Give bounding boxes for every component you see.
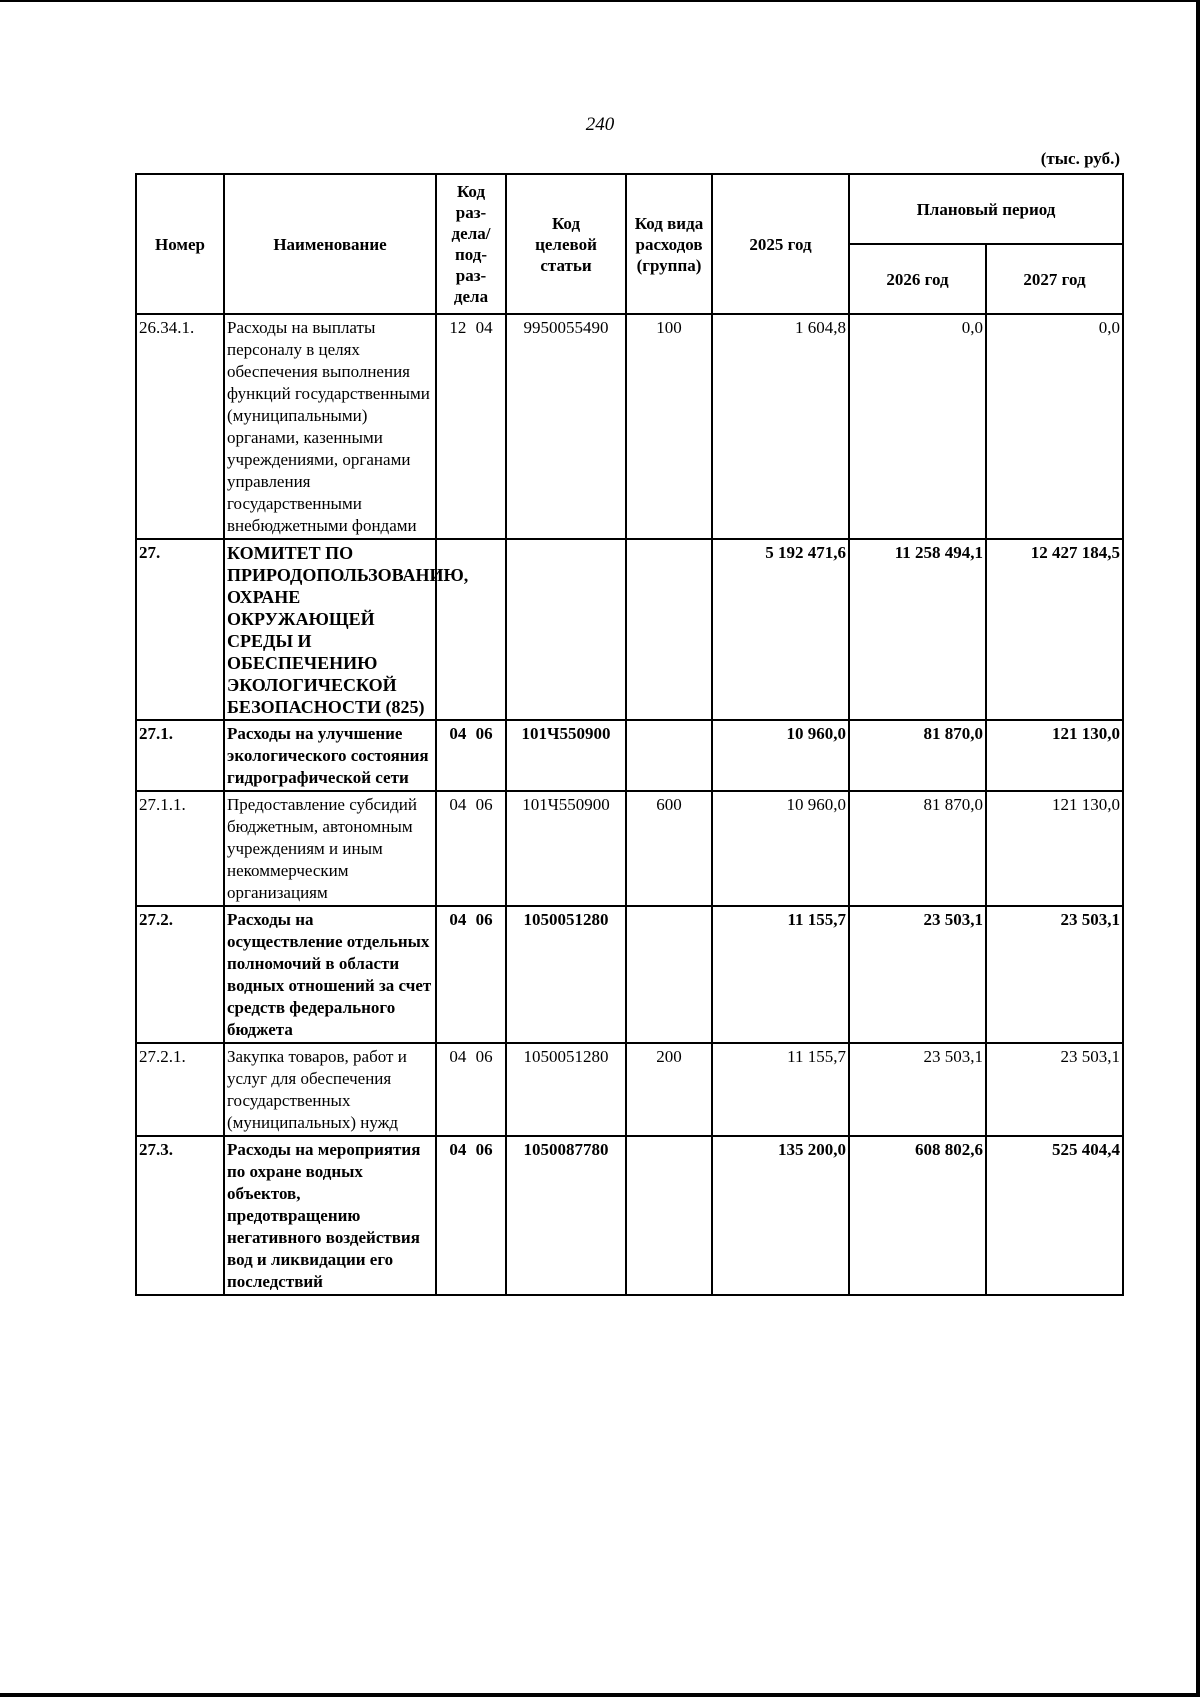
row-amount-2025: 10 960,0 bbox=[712, 720, 849, 791]
row-rzpr bbox=[436, 314, 506, 539]
row-name: КОМИТЕТ ПО ПРИРОДОПОЛЬЗОВАНИЮ, ОХРАНЕ ОКРУЖАЮЩЕЙ СРЕДЫ И ОБЕСПЕЧЕНИЮ ЭКОЛОГИЧЕСКОЙ БЕЗОПАСНОСТИ (825) bbox=[224, 539, 436, 720]
table-row bbox=[136, 539, 1123, 720]
row-vr bbox=[626, 539, 712, 720]
scan-border-top bbox=[0, 0, 1200, 2]
row-vr: 600 bbox=[626, 791, 712, 906]
row-vr bbox=[626, 1136, 712, 1295]
header-rzpr-line: раз- bbox=[455, 266, 487, 285]
row-amount-2026: 11 258 494,1 bbox=[849, 539, 986, 720]
row-rz: 04 bbox=[449, 724, 467, 743]
scan-border-bottom bbox=[0, 1693, 1200, 1697]
row-name: Закупка товаров, работ и услуг для обеспечения государственных (муниципальных) нужд bbox=[224, 1043, 436, 1136]
table-body bbox=[136, 314, 1123, 1295]
row-rzpr bbox=[436, 906, 506, 1043]
row-rzpr bbox=[436, 1043, 506, 1136]
row-amount-2026: 23 503,1 bbox=[849, 1043, 986, 1136]
row-number: 27.1.1. bbox=[136, 791, 224, 906]
row-pr: 04 bbox=[475, 318, 493, 337]
table-row bbox=[136, 906, 1123, 1043]
header-rzpr bbox=[436, 174, 506, 314]
header-vr-line: Код вида bbox=[634, 213, 704, 233]
row-rzpr bbox=[436, 1136, 506, 1295]
row-amount-2026: 81 870,0 bbox=[849, 720, 986, 791]
header-planned-period: Плановый период bbox=[849, 174, 1123, 244]
header-csr-line: целевой bbox=[535, 234, 597, 254]
table-row bbox=[136, 720, 1123, 791]
row-pr: 06 bbox=[475, 910, 493, 929]
row-number: 27.2.1. bbox=[136, 1043, 224, 1136]
header-year-2026: 2026 год bbox=[849, 244, 986, 314]
header-number: Номер bbox=[136, 174, 224, 314]
row-number: 27. bbox=[136, 539, 224, 720]
row-vr bbox=[626, 906, 712, 1043]
scan-border-right bbox=[1196, 0, 1200, 1697]
row-amount-2026: 81 870,0 bbox=[849, 791, 986, 906]
table-row bbox=[136, 791, 1123, 906]
table-row bbox=[136, 314, 1123, 539]
row-amount-2027: 23 503,1 bbox=[986, 1043, 1123, 1136]
header-csr bbox=[506, 174, 626, 314]
row-name: Расходы на мероприятия по охране водных объектов, предотвращению негативного воздействия вод и ликвидации его последствий bbox=[224, 1136, 436, 1295]
row-amount-2025: 11 155,7 bbox=[712, 1043, 849, 1136]
header-rzpr-line: дела bbox=[453, 287, 489, 306]
row-csr: 101Ч550900 bbox=[506, 720, 626, 791]
header-vr-line: расходов bbox=[635, 234, 703, 254]
row-rz: 12 bbox=[449, 318, 467, 337]
row-vr: 100 bbox=[626, 314, 712, 539]
header-rzpr-line: под- bbox=[454, 245, 488, 264]
table-row bbox=[136, 1136, 1123, 1295]
row-amount-2025: 135 200,0 bbox=[712, 1136, 849, 1295]
row-amount-2025: 10 960,0 bbox=[712, 791, 849, 906]
header-year-2027: 2027 год bbox=[986, 244, 1123, 314]
row-csr: 1050087780 bbox=[506, 1136, 626, 1295]
row-pr: 06 bbox=[475, 724, 493, 743]
row-name: Расходы на выплаты персоналу в целях обеспечения выполнения функций государственными (муниципальными) органами, казенными учреждениями, органами управления государственными внебюджетными фондами bbox=[224, 314, 436, 539]
row-name: Расходы на осуществление отдельных полномочий в области водных отношений за счет средств федерального бюджета bbox=[224, 906, 436, 1043]
row-name: Предоставление субсидий бюджетным, автономным учреждениям и иным некоммерческим организациям bbox=[224, 791, 436, 906]
header-csr-line: Код bbox=[551, 213, 581, 233]
header-rzpr-line: дела/ bbox=[451, 224, 491, 243]
row-amount-2027: 121 130,0 bbox=[986, 720, 1123, 791]
row-rz: 04 bbox=[449, 910, 467, 929]
header-name: Наименование bbox=[224, 174, 436, 314]
row-amount-2026: 0,0 bbox=[849, 314, 986, 539]
row-pr: 06 bbox=[475, 1047, 493, 1066]
row-number: 27.1. bbox=[136, 720, 224, 791]
header-year-2025: 2025 год bbox=[712, 174, 849, 314]
row-pr: 06 bbox=[475, 795, 493, 814]
budget-table bbox=[135, 173, 1124, 1296]
row-amount-2025: 11 155,7 bbox=[712, 906, 849, 1043]
row-amount-2025: 1 604,8 bbox=[712, 314, 849, 539]
row-vr bbox=[626, 720, 712, 791]
row-amount-2025: 5 192 471,6 bbox=[712, 539, 849, 720]
row-pr: 06 bbox=[475, 1140, 493, 1159]
header-rzpr-line: раз- bbox=[455, 203, 487, 222]
table-row bbox=[136, 1043, 1123, 1136]
row-amount-2026: 608 802,6 bbox=[849, 1136, 986, 1295]
row-rz: 04 bbox=[449, 795, 467, 814]
header-csr-line: статьи bbox=[540, 255, 592, 275]
row-csr: 1050051280 bbox=[506, 1043, 626, 1136]
row-number: 27.3. bbox=[136, 1136, 224, 1295]
row-amount-2027: 525 404,4 bbox=[986, 1136, 1123, 1295]
row-amount-2027: 121 130,0 bbox=[986, 791, 1123, 906]
row-csr: 1050051280 bbox=[506, 906, 626, 1043]
row-csr: 9950055490 bbox=[506, 314, 626, 539]
row-csr: 101Ч550900 bbox=[506, 791, 626, 906]
header-vr-line: (группа) bbox=[636, 255, 702, 275]
row-amount-2027: 0,0 bbox=[986, 314, 1123, 539]
row-vr: 200 bbox=[626, 1043, 712, 1136]
header-rzpr-line: Код bbox=[456, 182, 486, 201]
page-number: 240 bbox=[585, 114, 615, 135]
row-rzpr bbox=[436, 720, 506, 791]
row-rz: 04 bbox=[449, 1047, 467, 1066]
row-amount-2027: 23 503,1 bbox=[986, 906, 1123, 1043]
row-number: 27.2. bbox=[136, 906, 224, 1043]
row-csr bbox=[506, 539, 626, 720]
row-amount-2026: 23 503,1 bbox=[849, 906, 986, 1043]
row-amount-2027: 12 427 184,5 bbox=[986, 539, 1123, 720]
row-name: Расходы на улучшение экологического состояния гидрографической сети bbox=[224, 720, 436, 791]
row-number: 26.34.1. bbox=[136, 314, 224, 539]
row-rz: 04 bbox=[449, 1140, 467, 1159]
row-rzpr bbox=[436, 791, 506, 906]
header-vr bbox=[626, 174, 712, 314]
units-label: (тыс. руб.) bbox=[1040, 149, 1120, 168]
